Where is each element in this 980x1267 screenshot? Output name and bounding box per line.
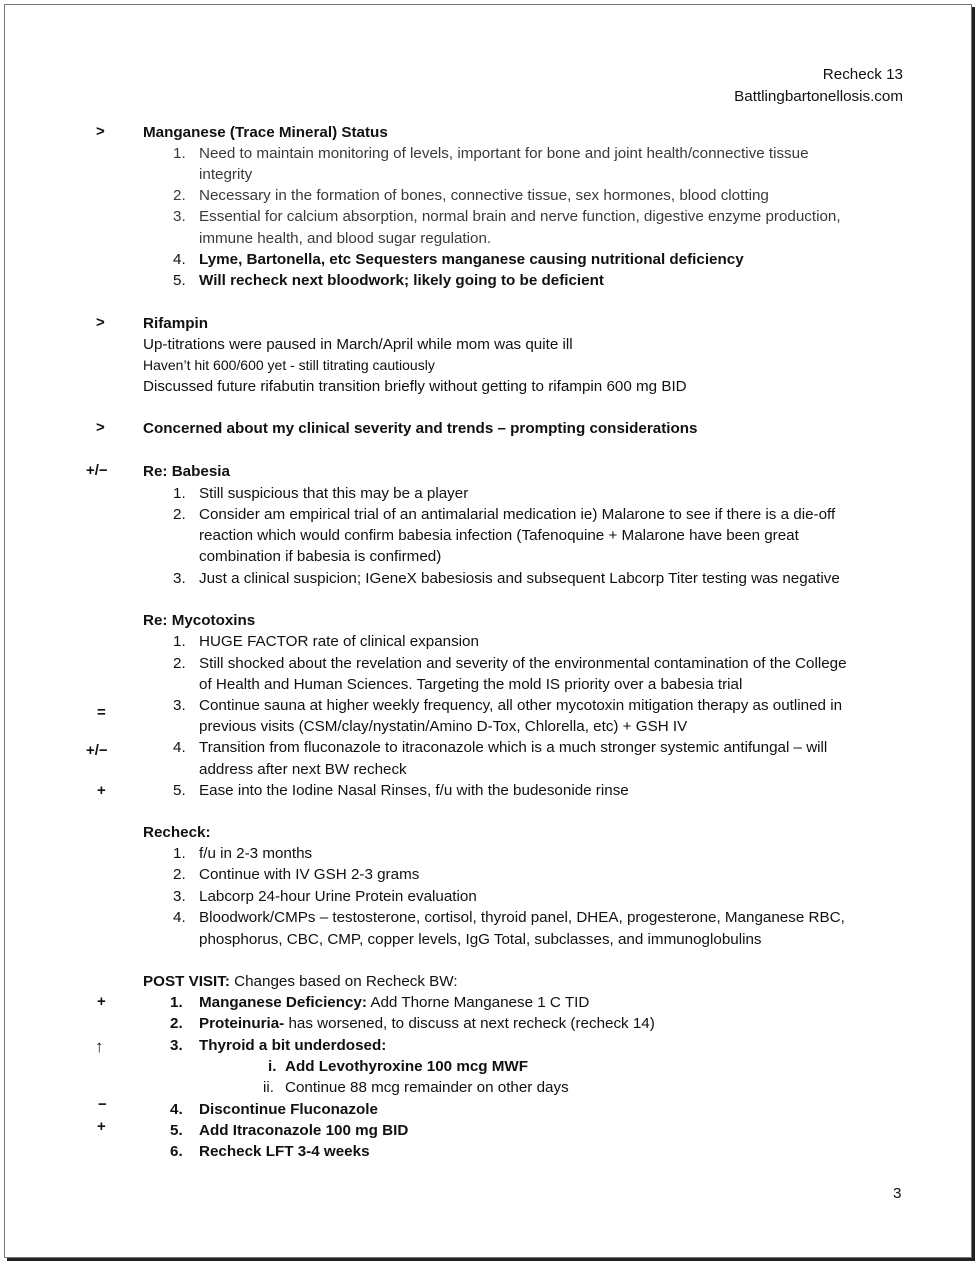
list-item — [199, 992, 589, 1013]
list-item: phosphorus, CBC, CMP, copper levels, IgG Total, subclasses, and immunoglobulins — [199, 931, 762, 948]
sub-number: ii. — [263, 1079, 274, 1096]
list-number: 2. — [173, 506, 186, 523]
list-item — [199, 1013, 655, 1034]
list-number: 2. — [173, 655, 186, 672]
sub-item: Add Levothyroxine 100 mcg MWF — [285, 1058, 529, 1075]
list-item: Need to maintain monitoring of levels, important for bone and joint health/connective tissue — [199, 145, 809, 162]
list-number: 3. — [173, 888, 186, 905]
list-number: 5. — [173, 782, 186, 799]
marker-post-3: ↑ — [95, 1037, 104, 1056]
rifampin-line: Up-titrations were paused in March/April while mom was quite ill — [143, 336, 573, 353]
list-item: Ease into the Iodine Nasal Rinses, f/u with the budesonide rinse — [199, 782, 629, 799]
rifampin-line: Haven’t hit 600/600 yet - still titrating cautiously — [143, 357, 435, 373]
list-item: Still suspicious that this may be a player — [199, 485, 469, 502]
rifampin-line: Discussed future rifabutin transition briefly without getting to rifampin 600 mg BID — [143, 378, 687, 395]
concerned-title: Concerned about my clinical severity and trends – prompting considerations — [143, 420, 698, 437]
marker-myco-5: + — [97, 782, 106, 799]
list-number: 2. — [173, 866, 186, 883]
list-number: 4. — [170, 1101, 183, 1118]
rifampin-title: Rifampin — [143, 315, 208, 332]
header-site: Battlingbartonellosis.com — [734, 88, 903, 105]
marker-rifampin: > — [96, 314, 105, 331]
mycotoxins-title: Re: Mycotoxins — [143, 612, 256, 629]
list-number: 2. — [170, 1015, 183, 1032]
list-item: Consider am empirical trial of an antimalarial medication ie) Malarone to see if there is a die-off — [199, 506, 836, 523]
list-item: reaction which would confirm babesia infection (Tafenoquine + Malarone have been great — [199, 527, 799, 544]
marker-post-1: + — [97, 993, 106, 1010]
list-number: 1. — [173, 633, 186, 650]
bloodwork-rest: testosterone, cortisol, thyroid panel, DHEA, progesterone, Manganese RBC, — [328, 909, 845, 926]
bloodwork-lead: Bloodwork/CMPs – — [199, 909, 329, 926]
list-number: 1. — [170, 994, 183, 1011]
list-number: 4. — [173, 251, 186, 268]
list-item: Just a clinical suspicion; IGeneX babesiosis and subsequent Labcorp Titer testing was negative — [199, 570, 840, 587]
list-item — [199, 907, 845, 928]
list-item: Discontinue Fluconazole — [199, 1101, 378, 1118]
list-item: Thyroid a bit underdosed: — [199, 1037, 387, 1054]
list-number: 5. — [170, 1122, 183, 1139]
list-item: Necessary in the formation of bones, connective tissue, sex hormones, blood clotting — [199, 187, 769, 204]
sub-number: i. — [268, 1058, 277, 1075]
header-recheck: Recheck 13 — [822, 66, 903, 83]
list-number: 3. — [173, 570, 186, 587]
marker-myco-4: +/− — [86, 742, 108, 759]
list-number: 2. — [173, 187, 186, 204]
list-item: HUGE FACTOR rate of clinical expansion — [199, 633, 479, 650]
post-item-bold: Proteinuria- — [199, 1015, 285, 1032]
list-number: 4. — [173, 909, 186, 926]
post-item-bold: Manganese Deficiency: — [199, 994, 367, 1011]
post-item-rest: has worsened, to discuss at next recheck (recheck 14) — [284, 1015, 655, 1032]
list-item: previous visits (CSM/clay/nystatin/Amino D-Tox, Chlorella, etc) + GSH IV — [199, 718, 688, 735]
list-item: Recheck LFT 3-4 weeks — [199, 1143, 370, 1160]
list-item: Will recheck next bloodwork; likely going to be deficient — [199, 272, 604, 289]
list-number: 1. — [173, 145, 186, 162]
marker-post-5: + — [97, 1118, 106, 1135]
marker-post-4: − — [98, 1096, 107, 1113]
list-number: 6. — [170, 1143, 183, 1160]
list-number: 3. — [170, 1037, 183, 1054]
list-number: 1. — [173, 845, 186, 862]
marker-concerned: > — [96, 419, 105, 436]
list-item: Still shocked about the revelation and severity of the environmental contamination of the College — [199, 655, 847, 672]
list-item: Labcorp 24-hour Urine Protein evaluation — [199, 888, 477, 905]
list-item: address after next BW recheck — [199, 761, 407, 778]
list-item: integrity — [199, 166, 253, 183]
post-visit-title: POST VISIT: — [143, 973, 230, 990]
list-number: 3. — [173, 208, 186, 225]
list-item: immune health, and blood sugar regulation. — [199, 230, 492, 247]
list-item: Essential for calcium absorption, normal brain and nerve function, digestive enzyme production, — [199, 208, 841, 225]
list-number: 5. — [173, 272, 186, 289]
list-item: combination if babesia is confirmed) — [199, 548, 442, 565]
marker-myco-3: = — [97, 704, 106, 721]
babesia-title: Re: Babesia — [143, 463, 230, 480]
manganese-title: Manganese (Trace Mineral) Status — [143, 124, 388, 141]
recheck-title: Recheck: — [143, 824, 211, 841]
list-item: Add Itraconazole 100 mg BID — [199, 1122, 409, 1139]
list-item: Continue sauna at higher weekly frequency, all other mycotoxin mitigation therapy as outlined in — [199, 697, 843, 714]
post-visit-heading — [143, 971, 458, 992]
list-number: 4. — [173, 739, 186, 756]
post-item-rest: Add Thorne Manganese 1 C TID — [366, 994, 590, 1011]
page-number: 3 — [893, 1185, 902, 1202]
list-item: of Health and Human Sciences. Targeting the mold IS priority over a babesia trial — [199, 676, 743, 693]
marker-babesia: +/− — [86, 462, 108, 479]
list-item: Lyme, Bartonella, etc Sequesters manganese causing nutritional deficiency — [199, 251, 744, 268]
list-item: f/u in 2-3 months — [199, 845, 313, 862]
marker-manganese: > — [96, 123, 105, 140]
post-visit-subtitle: Changes based on Recheck BW: — [229, 973, 458, 990]
list-number: 1. — [173, 485, 186, 502]
sub-item: Continue 88 mcg remainder on other days — [285, 1079, 569, 1096]
list-item: Transition from fluconazole to itraconazole which is a much stronger systemic antifungal – will — [199, 739, 828, 756]
list-number: 3. — [173, 697, 186, 714]
list-item: Continue with IV GSH 2-3 grams — [199, 866, 420, 883]
